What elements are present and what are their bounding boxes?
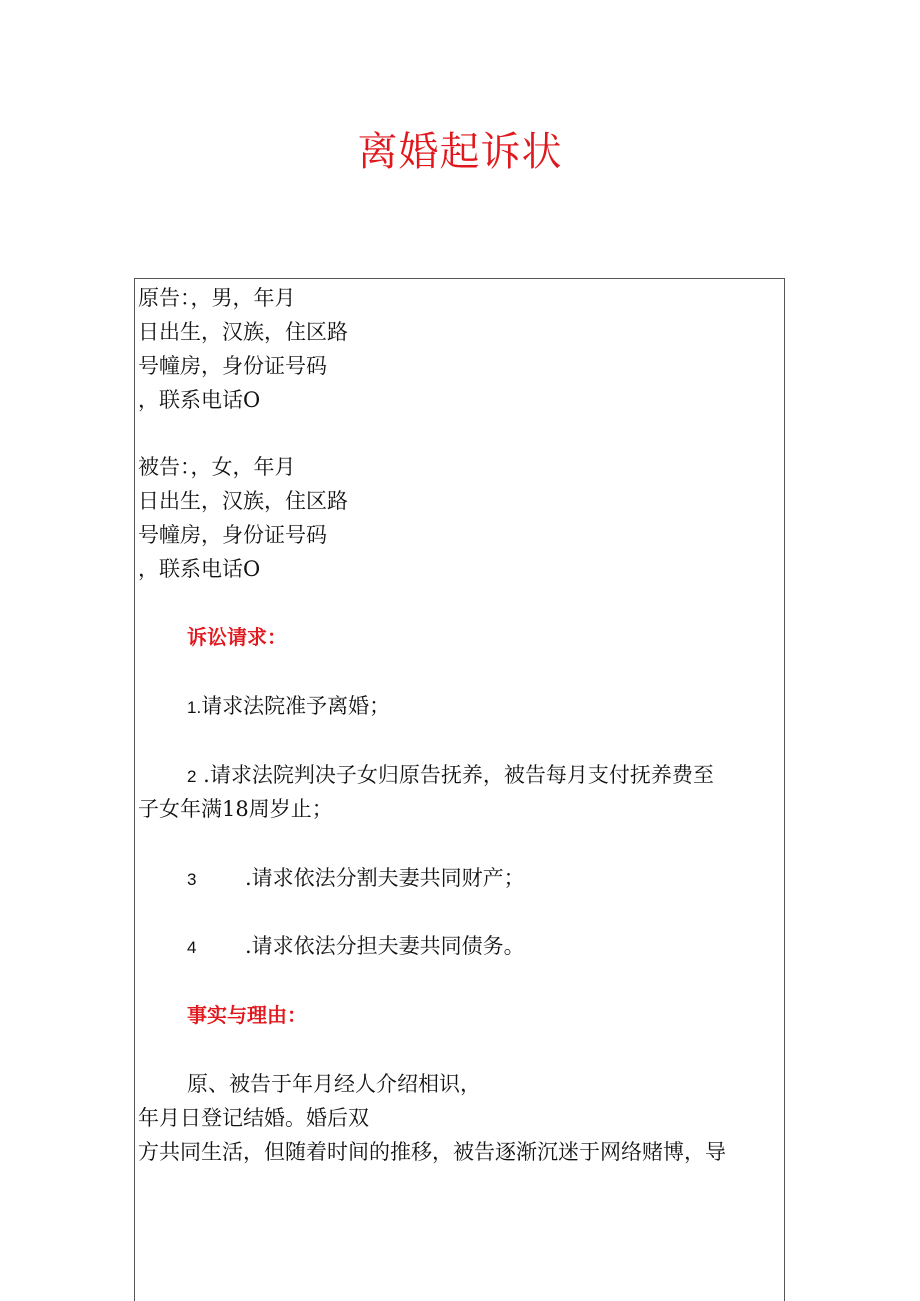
plaintiff-line-3: 号幢房，身份证号码 — [138, 354, 327, 378]
defendant-line-4: ，联系电话O — [138, 557, 261, 581]
claim-text: 请求法院准予离婚； — [201, 694, 391, 718]
plaintiff-line-2: 日出生，汉族，住区路 — [138, 320, 348, 344]
document-body — [134, 278, 785, 1301]
plaintiff-line-1: 原告：，男，年月 — [138, 286, 296, 310]
claim-number: 3 — [187, 870, 197, 889]
facts-line-2: 年月日登记结婚。婚后双 — [138, 1106, 369, 1130]
defendant-line-2: 日出生，汉族，住区路 — [138, 489, 348, 513]
claims-heading: 诉讼请求： — [187, 625, 287, 649]
facts-heading: 事实与理由： — [187, 1003, 307, 1027]
facts-line-3: 方共同生活，但随着时间的推移，被告逐渐沉迷于网络赌博，导 — [138, 1140, 726, 1164]
defendant-line-1: 被告：，女，年月 — [138, 455, 296, 479]
claim-item-2-continued: 子女年满18周岁止； — [138, 797, 333, 821]
claim-number: 2 — [187, 767, 197, 786]
document-title: 离婚起诉状 — [357, 129, 563, 175]
claim-item-3 — [187, 864, 525, 894]
claim-text: .请求法院判决子女归原告抚养，被告每月支付抚养费至 — [203, 763, 714, 787]
plaintiff-line-4: ，联系电话O — [138, 388, 261, 412]
claim-text: .请求依法分担夫妻共同债务。 — [245, 934, 525, 958]
claim-item-2 — [187, 761, 714, 791]
claim-item-1 — [187, 692, 390, 722]
claim-item-4 — [187, 932, 525, 962]
facts-line-1: 原、被告于年月经人介绍相识， — [187, 1072, 481, 1096]
defendant-line-3: 号幢房，身份证号码 — [138, 523, 327, 547]
claim-number: 1. — [187, 698, 202, 717]
claim-number: 4 — [187, 938, 197, 957]
claim-text: .请求依法分割夫妻共同财产； — [245, 866, 525, 890]
